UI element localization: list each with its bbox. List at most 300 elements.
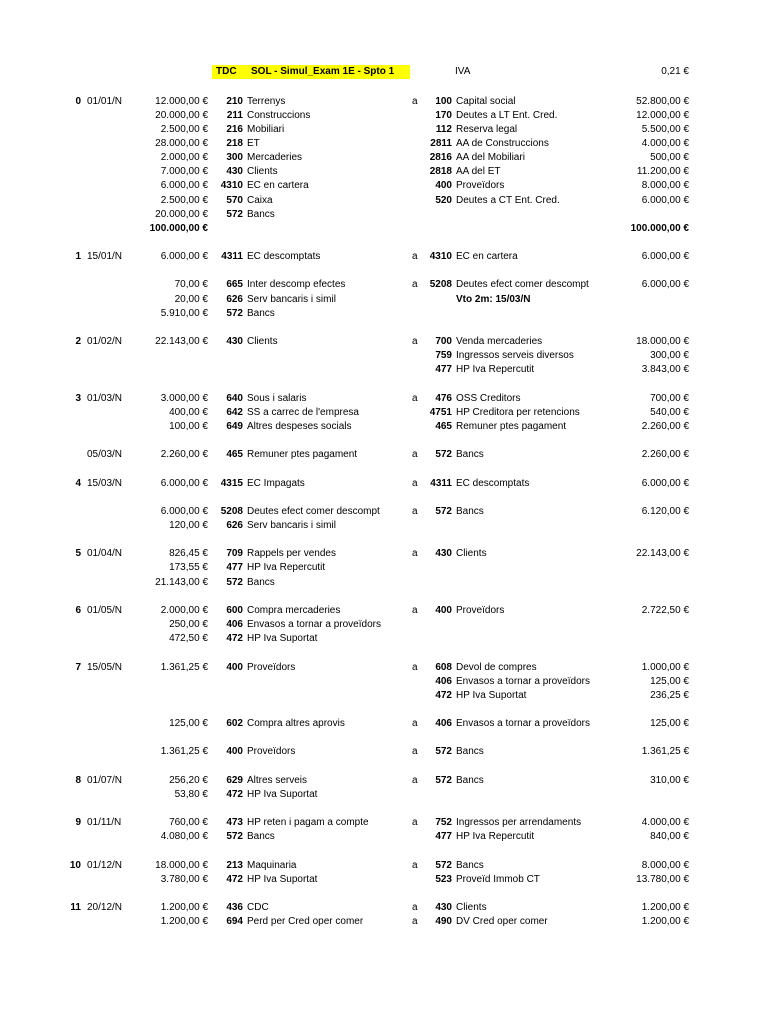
credit-amount: 2.722,50 € [641,604,689,616]
entry-date: 15/05/N [87,661,123,673]
debit-amount: 20.000,00 € [155,109,208,121]
debit-account-name: Sous i salaris [247,392,307,404]
credit-account-code: 465 [435,420,452,432]
journal-row [0,477,768,491]
credit-account-code: 759 [435,350,452,362]
debit-account-code: 216 [226,123,243,135]
debit-account-code: 472 [226,873,243,885]
credit-account-name: Reserva legal [456,123,518,135]
debit-account-name: HP Iva Suportat [247,633,318,645]
debit-amount: 6.000,00 € [160,251,208,263]
journal-row [0,745,768,759]
credit-amount: 18.000,00 € [636,336,689,348]
entry-number: 3 [75,392,81,404]
credit-account-code: 5208 [429,279,452,291]
journal-row [0,335,768,349]
credit-account-code: 523 [435,873,452,885]
journal-row [0,703,768,717]
credit-amount: 100.000,00 € [630,222,689,234]
journal-row [0,349,768,363]
debit-amount: 400,00 € [169,406,208,418]
debit-account-code: 642 [226,406,243,418]
credit-account-name: Ingressos per arrendaments [456,817,582,829]
credit-account-name: AA del Mobiliari [456,152,525,164]
debit-account-name: Inter descomp efectes [247,279,346,291]
credit-account-name: DV Cred oper comer [456,916,548,928]
debit-account-name: Proveïdors [247,661,296,673]
credit-amount: 6.000,00 € [641,251,689,263]
debit-account-name: HP Iva Suportat [247,788,318,800]
credit-account-code: 4311 [430,477,452,489]
journal-row [0,462,768,476]
credit-account-name: Remuner ptes pagament [456,420,567,432]
debit-account-name: HP reten i pagam a compte [247,817,369,829]
credit-account-code: 752 [435,817,452,829]
journal-row [0,123,768,137]
credit-account-code: 572 [435,859,452,871]
journal-row [0,604,768,618]
credit-account-name: HP Iva Repercutit [456,364,535,376]
debit-account-name: HP Iva Suportat [247,873,318,885]
to-marker: a [412,336,418,348]
credit-account-code: 430 [435,548,452,560]
credit-account-name: Devol de compres [456,661,537,673]
credit-amount: 6.000,00 € [641,477,689,489]
debit-account-name: EC en cartera [247,180,309,192]
credit-account-code: 477 [435,831,452,843]
debit-amount: 100.000,00 € [149,222,208,234]
debit-amount: 70,00 € [174,279,208,291]
to-marker: a [412,95,418,107]
debit-account-code: 218 [226,137,243,149]
credit-account-code: 477 [435,364,452,376]
journal-row [0,448,768,462]
credit-amount: 236,25 € [650,689,689,701]
credit-account-name: Deutes a CT Ent. Cred. [456,194,560,206]
debit-amount: 4.080,00 € [160,831,208,843]
credit-account-name: Bancs [456,449,484,461]
debit-amount: 472,50 € [169,633,208,645]
debit-account-name: Remuner ptes pagament [247,449,358,461]
journal-row [0,392,768,406]
credit-amount: 52.800,00 € [636,95,689,107]
journal-row [0,250,768,264]
debit-account-code: 406 [226,619,243,631]
entry-number: 9 [75,817,81,829]
credit-account-name: Deutes efect comer descompt [456,279,589,291]
entry-date: 01/05/N [87,604,123,616]
credit-account-name: Capital social [456,95,516,107]
journal-row [0,363,768,377]
journal-row [0,307,768,321]
debit-amount: 1.200,00 € [160,916,208,928]
credit-account-code: 430 [435,902,452,914]
credit-amount: 5.500,00 € [641,123,689,135]
credit-account-code: 4310 [429,251,452,263]
debit-account-code: 210 [226,95,243,107]
credit-account-name: OSS Creditors [456,392,521,404]
journal-row [0,194,768,208]
debit-account-code: 626 [226,520,243,531]
debit-account-name: Rappels per vendes [247,548,336,560]
entry-number: 8 [75,774,81,786]
debit-account-code: 465 [226,449,243,461]
debit-account-name: Bancs [247,576,275,588]
credit-amount: 500,00 € [650,152,689,164]
debit-account-name: Perd per Cred oper comer [247,916,364,928]
entry-number: 5 [75,548,81,560]
debit-account-name: Proveïdors [247,746,296,758]
debit-amount: 125,00 € [169,718,208,730]
debit-account-code: 626 [226,293,243,305]
credit-account-name: Envasos a tornar a proveïdors [456,675,590,687]
credit-account-code: 2811 [430,137,452,149]
journal-row [0,618,768,632]
entry-date: 01/01/N [87,95,123,107]
journal-row [0,689,768,703]
debit-account-name: SS a carrec de l'empresa [247,406,359,418]
debit-account-code: 649 [226,420,243,432]
debit-account-name: Terrenys [247,95,286,107]
credit-account-name: Proveïd Immob CT [456,873,540,885]
debit-amount: 256,20 € [169,774,208,786]
journal-row [0,816,768,830]
credit-account-name: HP Iva Repercutit [456,831,535,843]
debit-account-code: 570 [226,194,243,206]
credit-amount: 3.843,00 € [641,364,689,376]
debit-account-name: Mobiliari [247,123,285,135]
credit-account-name: Bancs [456,774,484,786]
credit-account-code: 2816 [429,152,452,164]
sheet-title: SOL - Simul_Exam 1E - Spto 1 [251,66,395,77]
journal-row [0,802,768,816]
debit-account-name: Bancs [247,208,275,220]
credit-account-code: 400 [435,604,452,616]
debit-amount: 173,55 € [169,562,208,574]
debit-account-code: 572 [226,576,243,588]
credit-account-name: Clients [456,548,487,560]
credit-account-code: 406 [435,675,452,687]
entry-number: 0 [75,95,81,107]
journal-row [0,208,768,222]
debit-account-name: Caixa [247,194,273,206]
journal-row [0,887,768,901]
debit-account-name: Compra altres aprovis [247,718,345,730]
debit-amount: 1.361,25 € [160,746,208,758]
to-marker: a [412,746,418,758]
journal-row [0,434,768,448]
journal-row [0,590,768,604]
credit-amount: 12.000,00 € [636,109,689,121]
debit-amount: 120,00 € [169,520,208,531]
journal-row [0,873,768,887]
debit-account-code: 4315 [220,477,243,489]
journal-row [0,151,768,165]
entry-date: 05/03/N [87,449,123,461]
journal-row [0,519,768,533]
credit-account-name: EC descomptats [456,477,530,489]
entry-number: 10 [69,859,81,871]
debit-amount: 100,00 € [169,420,208,432]
credit-account-code: 572 [435,746,452,758]
debit-amount: 7.000,00 € [160,166,208,178]
entry-number: 7 [75,661,81,673]
credit-account-code: 170 [435,109,452,121]
journal-row [0,293,768,307]
debit-amount: 28.000,00 € [155,137,208,149]
credit-account-code: 572 [435,505,452,517]
debit-account-code: 400 [226,661,243,673]
debit-amount: 2.500,00 € [160,123,208,135]
debit-account-name: Maquinaria [247,859,297,871]
entry-date: 01/02/N [87,336,123,348]
to-marker: a [412,279,418,291]
entry-date: 01/07/N [87,774,123,786]
credit-amount: 6.120,00 € [641,505,689,517]
to-marker: a [412,661,418,673]
debit-account-code: 472 [226,788,243,800]
credit-amount: 125,00 € [650,718,689,730]
credit-amount: 310,00 € [650,774,689,786]
credit-amount: 2.260,00 € [641,449,689,461]
credit-amount: 13.780,00 € [636,873,689,885]
entry-date: 15/01/N [87,251,123,263]
debit-amount: 3.780,00 € [160,873,208,885]
journal-row [0,561,768,575]
credit-account-name: Bancs [456,746,484,758]
credit-account-name: Venda mercaderies [456,336,543,348]
debit-amount: 22.143,00 € [155,336,208,348]
debit-account-name: Altres despeses socials [247,420,352,432]
credit-amount: 11.200,00 € [636,166,689,178]
debit-amount: 3.000,00 € [160,392,208,404]
debit-amount: 6.000,00 € [160,505,208,517]
journal-row [0,420,768,434]
debit-account-code: 477 [226,562,243,574]
journal-row [0,731,768,745]
debit-amount: 18.000,00 € [155,859,208,871]
debit-account-name: EC Impagats [247,477,305,489]
to-marker: a [412,505,418,517]
debit-amount: 5.910,00 € [160,307,208,319]
credit-account-name: HP Iva Suportat [456,689,527,701]
debit-account-name: Serv bancaris i simil [247,520,336,531]
debit-account-code: 709 [226,548,243,560]
to-marker: a [412,718,418,730]
credit-account-name: Proveïdors [456,180,505,192]
debit-amount: 20,00 € [174,293,208,305]
journal-row [0,632,768,646]
debit-account-code: 5208 [220,505,243,517]
journal-row [0,830,768,844]
debit-amount: 20.000,00 € [155,208,208,220]
journal-row [0,774,768,788]
debit-account-name: Clients [247,336,278,348]
journal-row [0,760,768,774]
debit-account-name: Mercaderies [247,152,303,164]
debit-account-code: 572 [226,307,243,319]
debit-account-name: Bancs [247,307,275,319]
credit-account-name: Ingressos serveis diversos [456,350,574,362]
debit-account-code: 211 [226,109,243,121]
debit-account-code: 4310 [220,180,243,192]
journal-row [0,505,768,519]
credit-amount: 125,00 € [650,675,689,687]
credit-account-code: 2818 [429,166,452,178]
debit-amount: 2.000,00 € [160,152,208,164]
credit-account-name: AA del ET [456,166,501,178]
credit-account-code: 4751 [429,406,452,418]
debit-account-code: 572 [226,208,243,220]
debit-account-name: Bancs [247,831,275,843]
credit-amount: 300,00 € [650,350,689,362]
credit-amount: 540,00 € [650,406,689,418]
debit-amount: 1.361,25 € [160,661,208,673]
debit-amount: 250,00 € [169,619,208,631]
to-marker: a [412,817,418,829]
journal-row [0,165,768,179]
entry-date: 01/12/N [87,859,123,871]
credit-account-name: HP Creditora per retencions [456,406,580,418]
debit-account-code: 300 [226,152,243,164]
credit-account-code: 608 [435,661,452,673]
credit-account-code: 400 [435,180,452,192]
to-marker: a [412,477,418,489]
journal-row [0,236,768,250]
debit-amount: 826,45 € [169,548,208,560]
debit-account-name: Altres serveis [247,774,308,786]
credit-account-name: Envasos a tornar a proveïdors [456,718,590,730]
debit-account-code: 430 [226,336,243,348]
debit-account-code: 400 [226,746,243,758]
credit-account-code: 406 [435,718,452,730]
credit-account-name: Clients [456,902,487,914]
entry-number: 6 [75,604,81,616]
journal-row [0,661,768,675]
to-marker: a [412,902,418,914]
credit-amount: 4.000,00 € [641,817,689,829]
debit-account-name: Compra mercaderies [247,604,341,616]
iva-value: 0,21 € [661,66,689,77]
credit-amount: 840,00 € [650,831,689,843]
tdc-label: TDC [216,66,237,77]
debit-account-code: 473 [226,817,243,829]
credit-account-code: 520 [435,194,452,206]
journal-row [0,179,768,193]
debit-amount: 2.500,00 € [160,194,208,206]
to-marker: a [412,916,418,928]
journal-row [0,406,768,420]
credit-amount: 1.000,00 € [641,661,689,673]
entry-date: 20/12/N [87,902,123,914]
journal-row [0,378,768,392]
journal-row [0,137,768,151]
credit-account-name: Bancs [456,505,484,517]
debit-amount: 6.000,00 € [160,477,208,489]
debit-account-name: Deutes efect comer descompt [247,505,380,517]
debit-account-code: 213 [226,859,243,871]
to-marker: a [412,392,418,404]
entry-date: 15/03/N [87,477,123,489]
to-marker: a [412,251,418,263]
journal-row [0,222,768,236]
credit-amount: 2.260,00 € [641,420,689,432]
journal-row [0,321,768,335]
journal-row [0,533,768,547]
journal-row [0,95,768,109]
journal-row [0,859,768,873]
credit-account-name: Bancs [456,859,484,871]
debit-account-name: Construccions [247,109,311,121]
to-marker: a [412,548,418,560]
entry-number: 11 [70,902,81,914]
journal-row [0,717,768,731]
iva-label: IVA [455,66,471,77]
credit-amount: 700,00 € [650,392,689,404]
credit-account-code: 572 [435,449,452,461]
debit-account-code: 665 [226,279,243,291]
debit-account-name: Clients [247,166,278,178]
entry-number: 4 [75,477,81,489]
journal-row [0,646,768,660]
debit-amount: 2.260,00 € [160,449,208,461]
debit-amount: 21.143,00 € [155,576,208,588]
debit-amount: 2.000,00 € [160,604,208,616]
entry-number: 1 [75,251,81,263]
journal-row [0,547,768,561]
credit-amount: 8.000,00 € [641,859,689,871]
to-marker: a [412,449,418,461]
debit-account-name: CDC [247,902,269,914]
debit-account-code: 600 [226,604,243,616]
debit-account-code: 4311 [221,251,243,263]
credit-amount: 6.000,00 € [641,279,689,291]
entry-date: 01/03/N [87,392,123,404]
credit-account-code: 472 [435,689,452,701]
credit-amount: 1.361,25 € [641,746,689,758]
debit-account-code: 640 [226,392,243,404]
journal-row [0,915,768,929]
credit-account-code: 572 [435,774,452,786]
entry-date: 01/11/N [87,817,122,829]
debit-amount: 6.000,00 € [160,180,208,192]
to-marker: a [412,859,418,871]
to-marker: a [412,774,418,786]
credit-account-name: Deutes a LT Ent. Cred. [456,109,558,121]
credit-account-name: Vto 2m: 15/03/N [456,293,531,305]
debit-account-code: 430 [226,166,243,178]
credit-amount: 1.200,00 € [641,916,689,928]
credit-account-code: 100 [435,95,452,107]
journal-row [0,109,768,123]
journal-row [0,844,768,858]
journal-row [0,264,768,278]
entry-date: 01/04/N [87,548,123,560]
credit-amount: 1.200,00 € [641,902,689,914]
credit-account-name: AA de Construccions [456,137,549,149]
debit-account-name: Envasos a tornar a proveïdors [247,619,381,631]
journal-row [0,675,768,689]
debit-account-code: 694 [226,916,243,928]
debit-account-code: 436 [226,902,243,914]
debit-account-name: Serv bancaris i simil [247,293,336,305]
debit-account-code: 572 [226,831,243,843]
journal-row [0,278,768,292]
credit-amount: 4.000,00 € [641,137,689,149]
credit-account-name: Proveïdors [456,604,505,616]
debit-amount: 12.000,00 € [155,95,208,107]
debit-account-name: EC descomptats [247,251,321,263]
